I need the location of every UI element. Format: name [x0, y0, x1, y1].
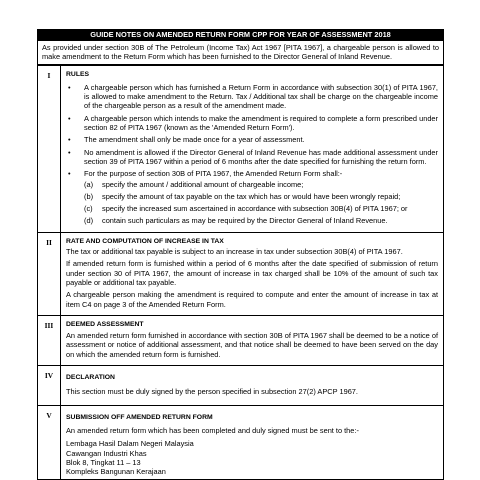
section-number: III — [38, 315, 61, 365]
section-number: V — [38, 405, 61, 480]
address-block — [66, 439, 438, 476]
section-rate — [38, 232, 444, 315]
intro-paragraph: As provided under section 30B of The Petroleum (Income Tax) Act 1967 [PITA 1967], a chargeable person is allowed to make amendment to the Return Form which has been furnished to the Director General of Inland Revenue. — [37, 41, 444, 65]
paragraph: If amended return form is furnished within a period of 6 months after the date specified of submission of return under section 30 of PITA 1967, the amount of increase in tax charged shall be 10% of the amount of such tax payable or additional tax payable. — [66, 259, 438, 287]
list-item: • For the purpose of section 30B of PITA 1967, the Amended Return Form shall:- (a) specify the amount / additional amount of chargeable income; (b) specify the amount of tax payable on the tax which has or would have been wrongly repaid; (c) specify the increased sum ascertained in accordance with subsection 30B(4) of PITA 1967; or (d) contain such particulars as may be required by the Director General of Inland Revenue. — [66, 169, 438, 225]
list-item: • No amendment is allowed if the Director General of Inland Revenue has made additional assessment under section 39 of PITA 1967 within a period of 6 months after the date specified for furnishing the return form. — [68, 147, 438, 166]
sub-item: (b) specify the amount of tax payable on the tax which has or would have been wrongly repaid; — [84, 191, 401, 201]
section-rules — [38, 65, 444, 232]
paragraph: This section must be duly signed by the person specified in subsection 27(2) APCP 1967. — [66, 387, 358, 397]
section-title: DEEMED ASSESSMENT — [66, 320, 144, 328]
section-deemed-assessment — [38, 315, 444, 365]
list-item: • A chargeable person which intends to make the amendment is required to complete a form prescribed under section 82 of PITA 1967 (known as the 'Amended Return Form'). — [68, 113, 438, 133]
sub-item: (d) contain such particulars as may be required by the Director General of Inland Revenue. — [84, 216, 388, 226]
section-submission — [38, 405, 444, 480]
paragraph: The tax or additional tax payable is subject to an increase in tax under subsection 30B(4) of PITA 1967. — [66, 247, 403, 257]
rules-list — [66, 83, 438, 226]
paragraph: A chargeable person making the amendment is required to compute and enter the amount of increase in tax at item C4 on page 3 of the Amended Return Form. — [66, 290, 438, 309]
address-line: Lembaga Hasil Dalam Negeri Malaysia — [66, 439, 194, 449]
list-item: • A chargeable person which has furnished a Return Form in accordance with subsection 30(1) of PITA 1967, is allowed to make amendment to the Return. Tax / Additional tax shall be charge on the chargeable income of the chargeable person as a result of the amendment made. — [68, 82, 438, 111]
sections-table — [37, 65, 444, 480]
section-title: RULES — [66, 70, 90, 78]
list-item: • The amendment shall only be made once for a year of assessment. — [68, 135, 305, 145]
section-title: RATE AND COMPUTATION OF INCREASE IN TAX — [66, 237, 224, 245]
address-line: Kompleks Bangunan Kerajaan — [66, 467, 166, 477]
sub-item: (a) specify the amount / additional amount of chargeable income; — [84, 179, 304, 189]
sub-item: (c) specify the increased sum ascertained in accordance with subsection 30B(4) of PITA 1967; or — [84, 204, 408, 214]
address-line: Blok 8, Tingkat 11 – 13 — [66, 457, 141, 467]
section-number: II — [38, 232, 61, 315]
section-title: SUBMISSION OFF AMENDED RETURN FORM — [66, 413, 213, 421]
section-number: IV — [38, 366, 61, 406]
address-line: Cawangan Industri Khas — [66, 448, 147, 458]
section-number: I — [38, 65, 61, 232]
paragraph: An amended return form which has been completed and duly signed must be sent to the:- — [66, 425, 359, 435]
paragraph: An amended return form furnished in accordance with section 30B of PITA 1967 shall be deemed to be a notice of assessment or notice of additional assessment, and that notice shall be deemed to have been served on the day on which the amended return form is furnished. — [66, 331, 438, 359]
document-title: GUIDE NOTES ON AMENDED RETURN FORM CPP FOR YEAR OF ASSESSMENT 2018 — [37, 29, 444, 41]
guide-notes-document — [37, 29, 444, 480]
section-declaration — [38, 366, 444, 406]
section-title: DECLARATION — [66, 374, 115, 382]
